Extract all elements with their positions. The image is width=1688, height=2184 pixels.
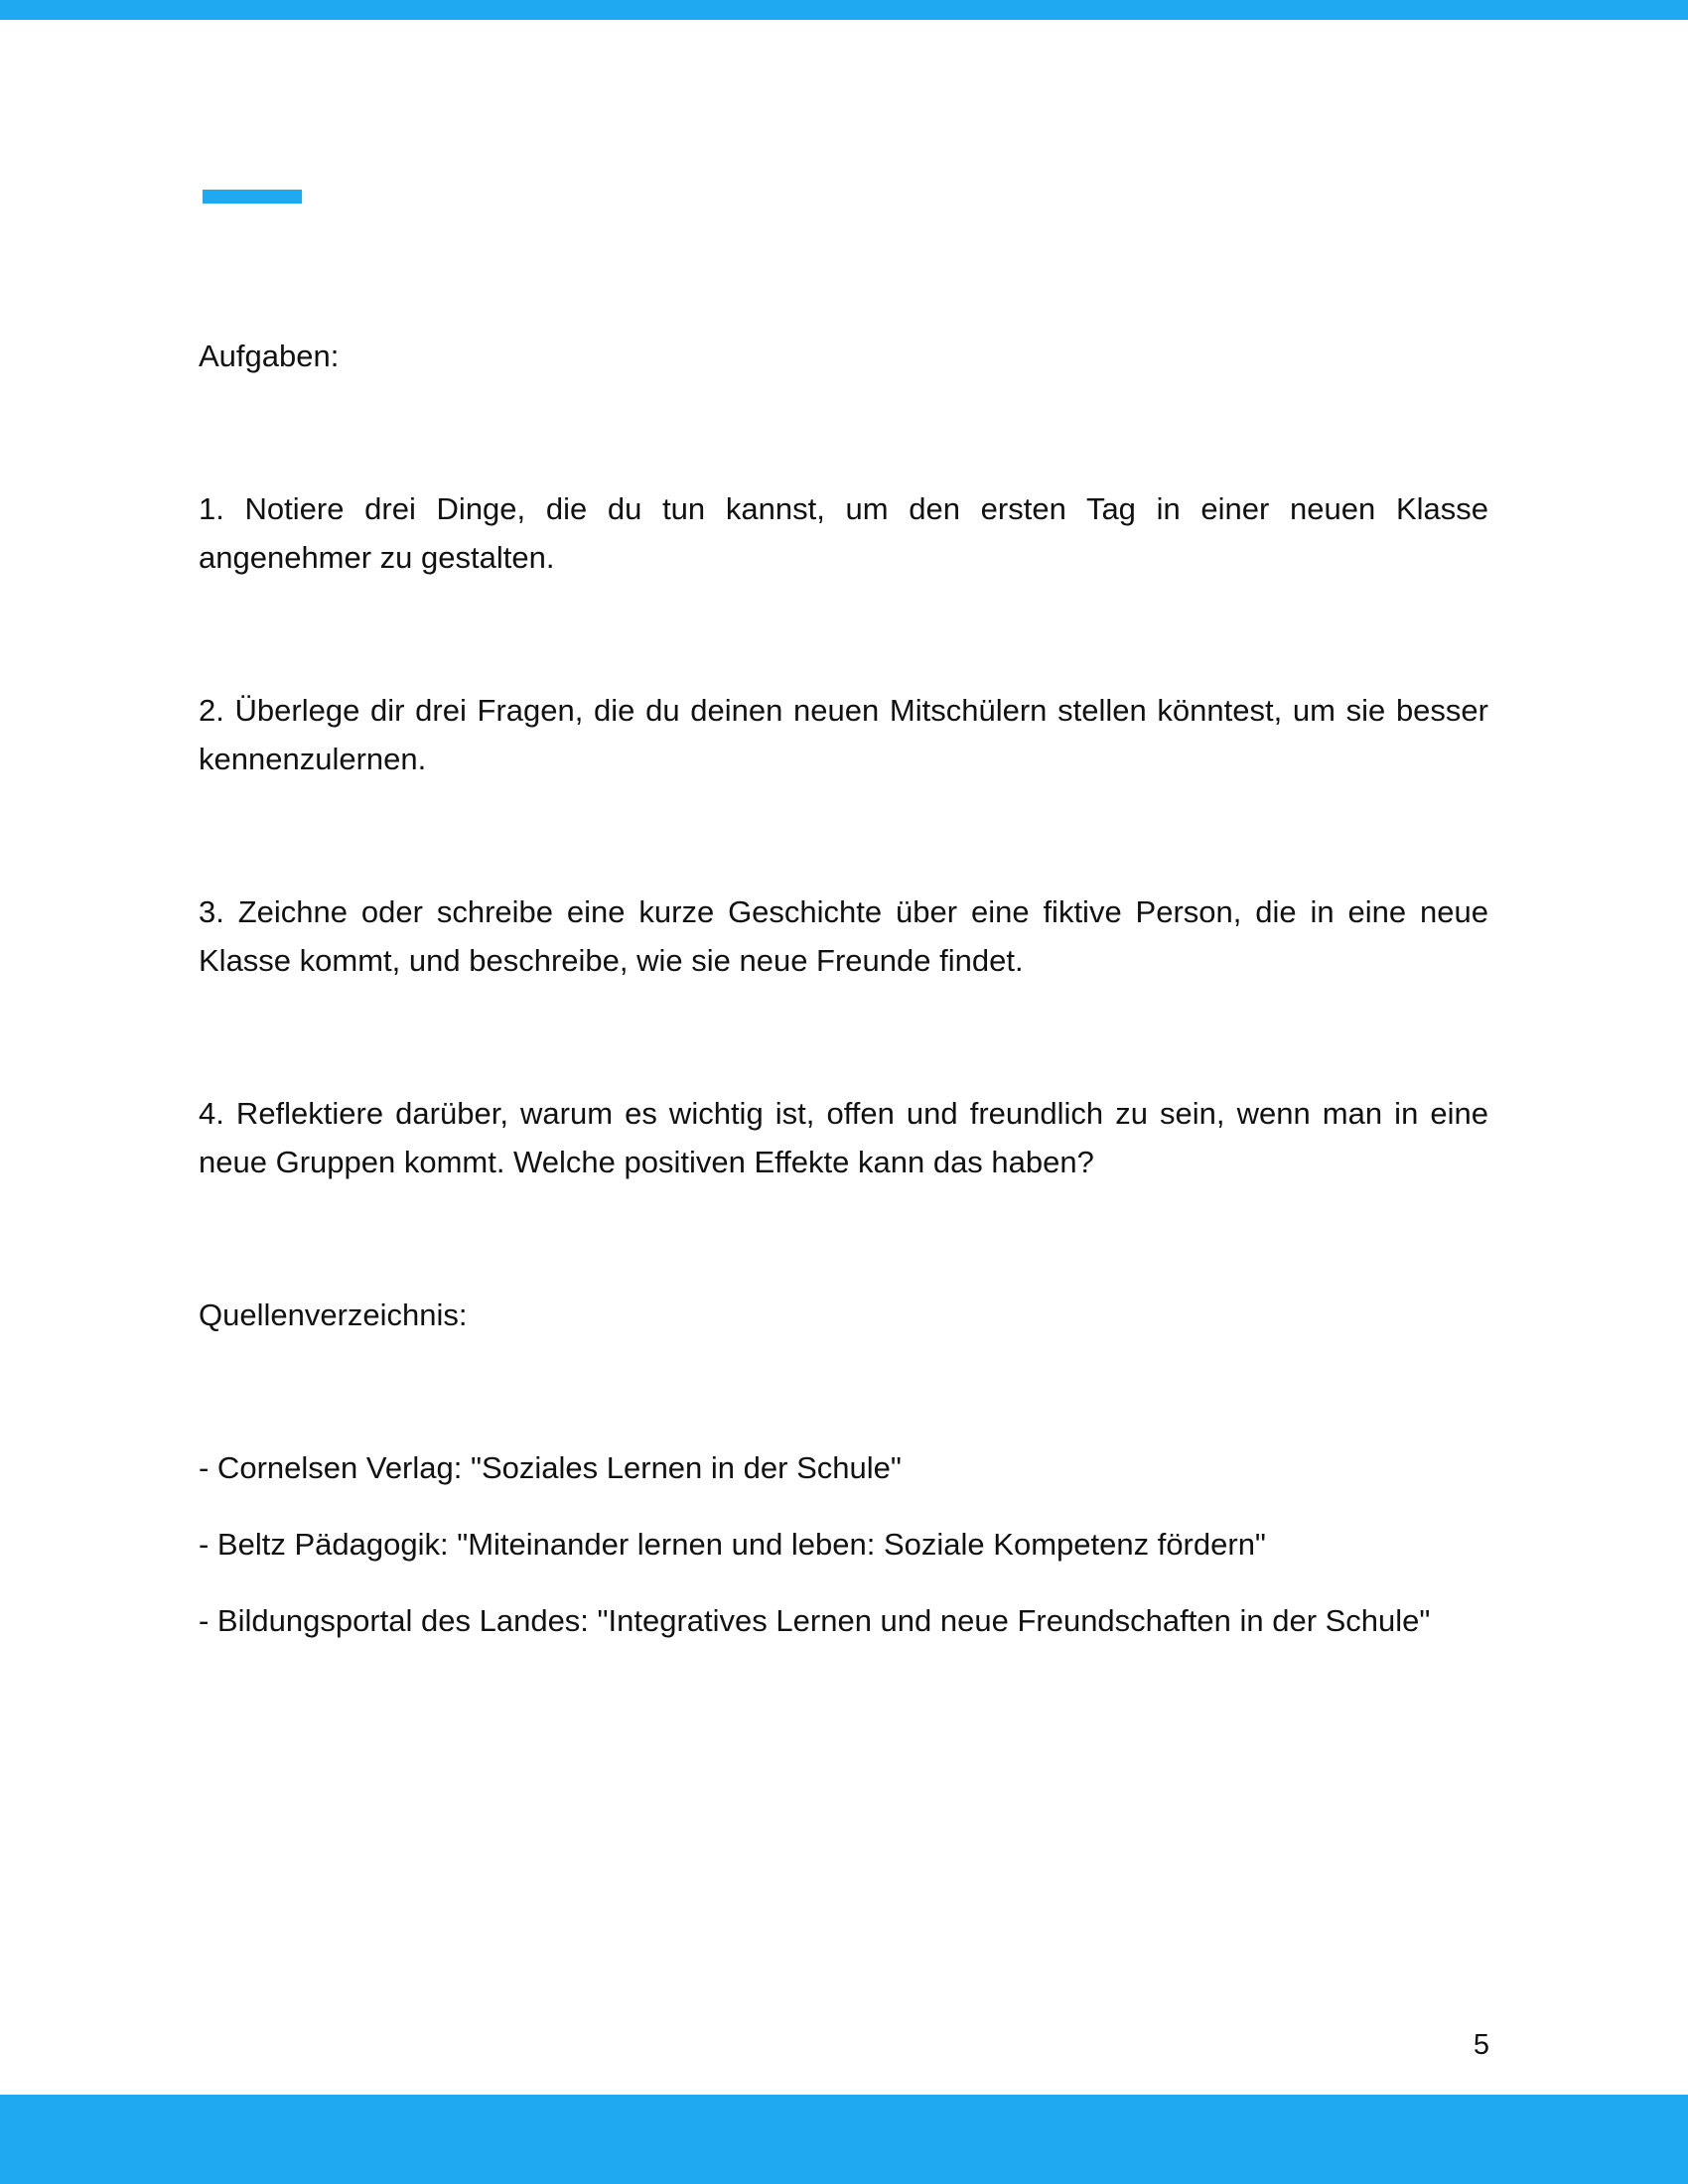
page-content [199, 332, 1488, 1645]
top-accent-bar [0, 0, 1688, 20]
task-item: 1. Notiere drei Dinge, die du tun kannst, um den ersten Tag in einer neuen Klasse angenehmer zu gestalten. [199, 491, 1488, 575]
section-accent-dash [203, 190, 302, 204]
sources-heading: Quellenverzeichnis: [199, 1297, 468, 1332]
source-item: - Beltz Pädagogik: "Miteinander lernen und leben: Soziale Kompetenz fördern" [199, 1527, 1266, 1562]
page-number: 5 [1473, 2029, 1489, 2061]
source-item: - Bildungsportal des Landes: "Integratives Lernen und neue Freundschaften in der Schule" [199, 1603, 1431, 1638]
task-item: 3. Zeichne oder schreibe eine kurze Geschichte über eine fiktive Person, die in eine neue Klasse kommt, und beschreibe, wie sie neue Freunde findet. [199, 894, 1488, 978]
source-item: - Cornelsen Verlag: "Soziales Lernen in der Schule" [199, 1450, 902, 1485]
task-item: 4. Reflektiere darüber, warum es wichtig ist, offen und freundlich zu sein, wenn man in eine neue Gruppen kommt. Welche positiven Effekte kann das haben? [199, 1096, 1488, 1179]
tasks-heading: Aufgaben: [199, 339, 340, 373]
bottom-accent-bar [0, 2095, 1688, 2184]
task-item: 2. Überlege dir drei Fragen, die du deinen neuen Mitschülern stellen könntest, um sie besser kennenzulernen. [199, 693, 1488, 776]
